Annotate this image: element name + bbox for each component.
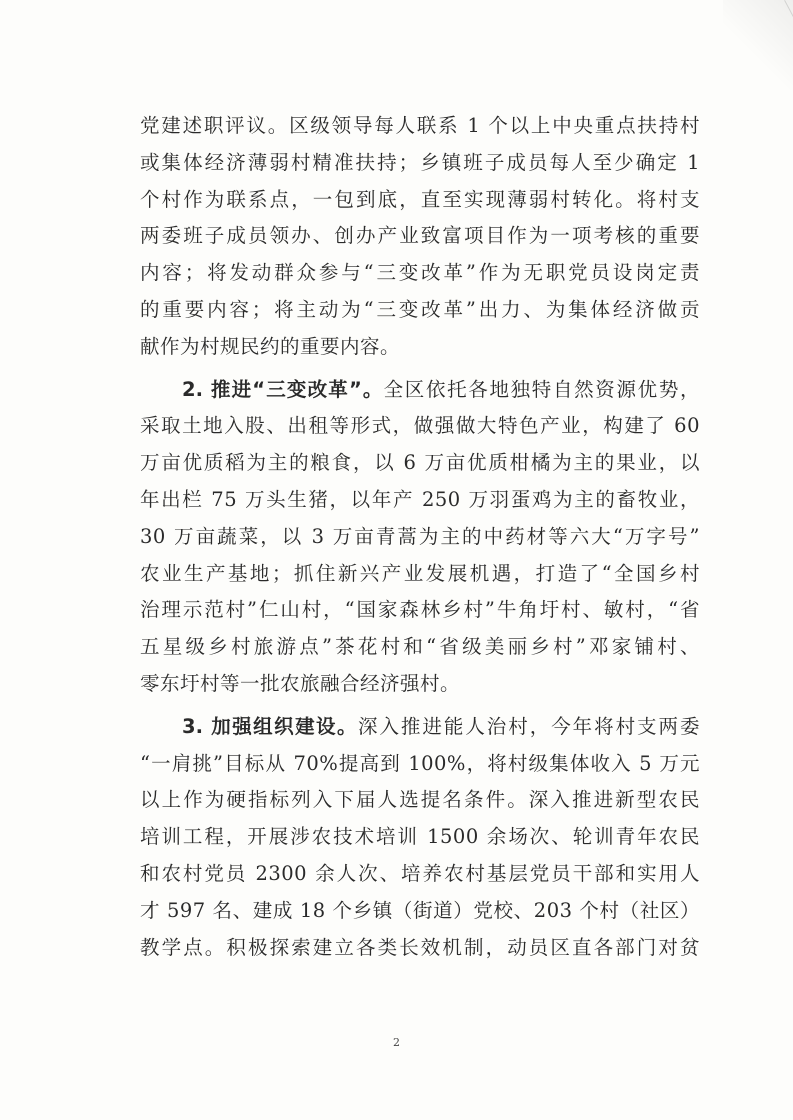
text-line: 万亩优质稻为主的粮食，以 6 万亩优质柑橘为主的果业，以 — [140, 451, 700, 475]
text-line: 党建述职评议。区级领导每人联系 1 个以上中央重点扶持村 — [140, 114, 700, 137]
text-line: 治理示范村”仁山村，“国家森林乡村”牛角圩村、敏村，“省 — [140, 598, 700, 622]
paragraph-1 — [140, 108, 700, 366]
body-text — [140, 108, 700, 966]
text-line: 农业生产基地；抓住新兴产业发展机遇，打造了“全国乡村 — [140, 561, 700, 585]
text-line: 个村作为联系点，一包到底，直至实现薄弱村转化。将村支 — [140, 187, 700, 211]
text-line: 30 万亩蔬菜，以 3 万亩青蒿为主的中药材等六大“万字号” — [140, 524, 700, 548]
first-line-text: 深入推进能人治村，今年将村支两委 — [358, 714, 700, 738]
text-line: 两委班子成员领办、创办产业致富项目作为一项考核的重要 — [140, 224, 700, 248]
text-line: 零东圩村等一批农旅融合经济强村。 — [140, 671, 461, 695]
text-line: 或集体经济薄弱村精准扶持；乡镇班子成员每人至少确定 1 — [140, 150, 700, 174]
section-heading: 2. 推进“三变改革”。 — [182, 377, 384, 401]
text-line: 五星级乡村旅游点”茶花村和“省级美丽乡村”邓家铺村、 — [140, 635, 700, 659]
text-line: 年出栏 75 万头生猪，以年产 250 万羽蛋鸡为主的畜牧业， — [140, 487, 700, 511]
paragraph-3 — [140, 709, 700, 967]
text-line: 献作为村规民约的重要内容。 — [140, 334, 401, 358]
text-line: 培训工程，开展涉农技术培训 1500 余场次、轮训青年农民 — [140, 825, 700, 849]
paragraph-first-line — [140, 372, 700, 409]
paragraph-first-line — [140, 709, 700, 746]
page-number: 2 — [393, 1036, 400, 1049]
scan-corner-shadow — [723, 0, 793, 90]
section-heading: 3. 加强组织建设。 — [182, 714, 358, 738]
text-line: 的重要内容；将主动为“三变改革”出力、为集体经济做贡 — [140, 297, 700, 321]
text-line: “一肩挑”目标从 70%提高到 100%，将村级集体收入 5 万元 — [140, 751, 700, 775]
text-line: 内容；将发动群众参与“三变改革”作为无职党员设岗定责 — [140, 261, 700, 285]
text-line: 以上作为硬指标列入下届人选提名条件。深入推进新型农民 — [140, 788, 700, 812]
paragraph-2 — [140, 372, 700, 703]
text-line: 采取土地入股、出租等形式，做强做大特色产业，构建了 60 — [140, 414, 700, 438]
text-line: 教学点。积极探索建立各类长效机制，动员区直各部门对贫 — [140, 935, 700, 959]
first-line-text: 全区依托各地独特自然资源优势， — [383, 377, 700, 401]
text-line: 和农村党员 2300 余人次、培养农村基层党员干部和实用人 — [140, 861, 700, 885]
text-line: 才 597 名、建成 18 个乡镇（街道）党校、203 个村（社区） — [140, 898, 700, 922]
